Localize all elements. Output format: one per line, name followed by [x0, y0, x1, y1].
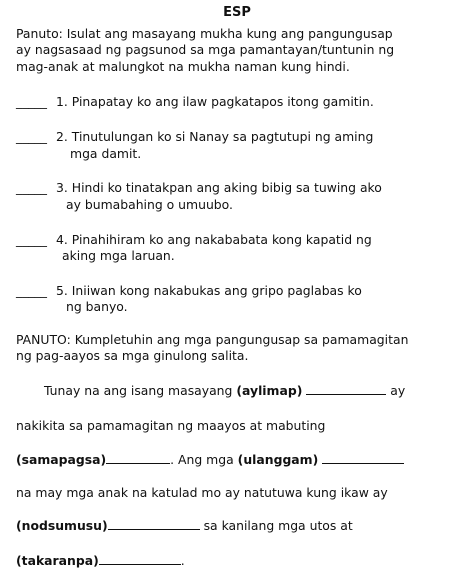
- paragraph-line: [44, 383, 405, 399]
- paragraph-line: [16, 452, 404, 468]
- answer-blank: _____: [16, 129, 47, 144]
- scrambled-word: (nodsumusu): [16, 518, 108, 533]
- answer-line: [99, 554, 181, 565]
- answer-blank: _____: [16, 283, 47, 298]
- item-text: 1. Pinapatay ko ang ilaw pagkatapos itong gamitin.: [56, 94, 374, 109]
- answer-line: [322, 453, 404, 464]
- answer-blank: _____: [16, 94, 47, 109]
- paragraph-text: . Ang mga: [170, 452, 238, 467]
- item-text: aking mga laruan.: [62, 248, 175, 263]
- scrambled-word: (ulanggam): [237, 452, 319, 467]
- answer-line: [306, 384, 386, 395]
- answer-blank: _____: [16, 180, 47, 195]
- item-text: 2. Tinutulungan ko si Nanay sa pagtutupi ng aming: [56, 129, 374, 144]
- instructions-2-line: ng pag-aayos sa mga ginulong salita.: [16, 348, 249, 363]
- item-text: 5. Iniiwan kong nakabukas ang gripo paglabas ko: [56, 283, 362, 298]
- item-text: ay bumabahing o umuubo.: [66, 197, 233, 212]
- item-text: mga damit.: [70, 146, 142, 161]
- page-title: ESP: [223, 5, 251, 20]
- scrambled-word: (aylimap): [236, 383, 303, 398]
- instructions-1-line: mag-anak at malungkot na mukha naman kung hindi.: [16, 59, 350, 74]
- answer-line: [108, 519, 200, 530]
- instructions-1-line: ay nagsasaad ng pagsunod sa mga pamantayan/tuntunin ng: [16, 42, 395, 57]
- item-text: 3. Hindi ko tinatakpan ang aking bibig sa tuwing ako: [56, 180, 382, 195]
- item-text: 4. Pinahihiram ko ang nakababata kong kapatid ng: [56, 232, 372, 247]
- paragraph-text: sa kanilang mga utos at: [199, 518, 353, 533]
- paragraph-text: .: [180, 553, 185, 568]
- paragraph-line: [16, 553, 185, 569]
- paragraph-line: na may mga anak na katulad mo ay natutuwa kung ikaw ay: [16, 485, 388, 500]
- answer-blank: _____: [16, 232, 47, 247]
- scrambled-word: (takaranpa): [16, 553, 99, 568]
- item-text: ng banyo.: [66, 299, 128, 314]
- paragraph-text: Tunay na ang isang masayang: [44, 383, 237, 398]
- paragraph-line: nakikita sa pamamagitan ng maayos at mabuting: [16, 418, 326, 433]
- paragraph-line: [16, 518, 353, 534]
- scrambled-word: (samapagsa): [16, 452, 107, 467]
- instructions-2-line: PANUTO: Kumpletuhin ang mga pangungusap sa pamamagitan: [16, 332, 409, 347]
- instructions-1-line: Panuto: Isulat ang masayang mukha kung ang pangungusap: [16, 26, 393, 41]
- paragraph-text: ay: [386, 383, 406, 398]
- answer-line: [106, 453, 170, 464]
